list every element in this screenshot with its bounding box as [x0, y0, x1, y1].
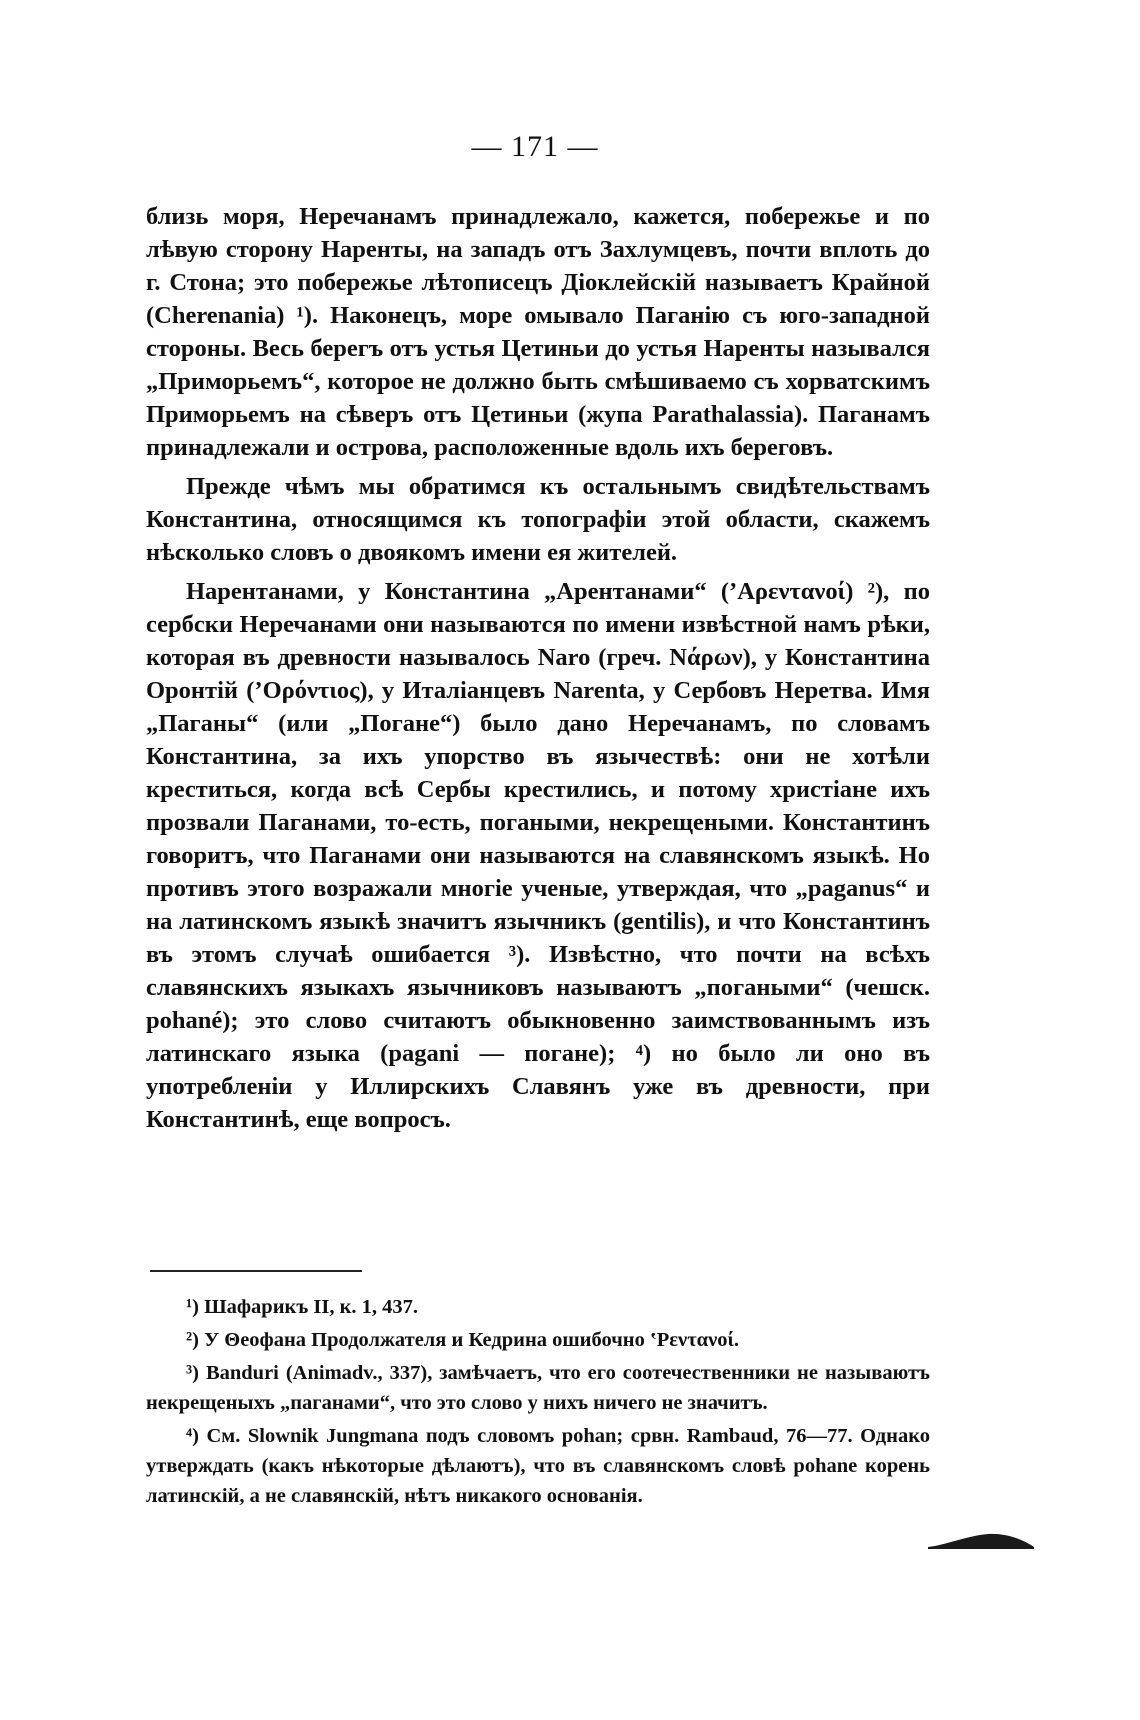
footnotes [146, 1292, 930, 1511]
footnote-2: ²) У Θеофана Продолжателя и Кедрина ошибочно ‛Ρεντανοί. [186, 1329, 739, 1351]
page-number: — 171 — [471, 130, 599, 163]
footnote-1: ¹) Шафарикъ II, к. 1, 437. [186, 1296, 419, 1318]
paragraph-2: Прежде чѣмъ мы обратимся къ остальнымъ свидѣтельствамъ Константина, относящимся къ топографіи этой области, скажемъ нѣсколько словъ о двоякомъ имени ея жителей. [146, 473, 930, 566]
paragraph-1: близь моря, Неречанамъ принадлежало, кажется, побережье и по лѣвую сторону Наренты, на западъ отъ Захлумцевъ, почти вплоть до г. Стона; это побережье лѣтописецъ Діоклейскій называетъ Крайной (Cherenania) ¹). Наконецъ, море омывало Паганію съ юго-западной стороны. Весь берегъ отъ устья Цетиньи до устья Наренты назывался „Приморьемъ“, которое не должно быть смѣшиваемо съ хорватскимъ Приморьемъ на сѣверъ отъ Цетиньи (жупа Parathalassia). Паганамъ принадлежали и острова, расположенные вдоль ихъ береговъ. [146, 203, 930, 461]
footnote-separator [150, 1270, 362, 1272]
ornament-flourish [926, 1530, 1036, 1552]
body-text [146, 200, 930, 1136]
footnote-3: ³) Banduri (Animadv., 337), замѣчаетъ, что его соотечественники не называютъ некрещеныхъ „паганами“, что это слово у нихъ ничего не значитъ. [146, 1362, 930, 1414]
paragraph-3: Нарентанами, у Константина „Арентанами“ (’Αρεντανοί) ²), по сербски Неречанами они называются по имени извѣстной намъ рѣки, которая въ древности называлось Naro (греч. Νάρων), у Константина Оронтій (’Ορόντιος), у Италіанцевъ Narenta, у Сербовъ Неретва. Имя „Паганы“ (или „Погане“) было дано Неречанамъ, по словамъ Константина, за ихъ упорство въ язычествѣ: они не хотѣли креститься, когда всѣ Сербы крестились, и потому христіане ихъ прозвали Паганами, то-есть, погаными, некрещеными. Константинъ говоритъ, что Паганами они называются на славянскомъ языкѣ. Но противъ этого возражали многіе ученые, утверждая, что „paganus“ и на латинскомъ языкѣ значитъ язычникъ (gentilis), и что Константинъ въ этомъ случаѣ ошибается ³). Извѣстно, что почти на всѣхъ славянскихъ языкахъ язычниковъ называютъ „погаными“ (чешск. pohané); это слово считаютъ обыкновенно заимствованнымъ изъ латинскаго языка (pagani — погане); ⁴) но было ли оно въ употребленіи у Иллирскихъ Славянъ уже въ древности, при Константинѣ, еще вопросъ. [146, 578, 930, 1133]
footnote-4: ⁴) См. Slownik Jungmana подъ словомъ pohan; срвн. Rambaud, 76—77. Однако утверждать (какъ нѣкоторые дѣлаютъ), что въ славянскомъ словѣ pohane корень латинскій, а не славянскій, нѣтъ никакого основанія. [146, 1425, 930, 1507]
